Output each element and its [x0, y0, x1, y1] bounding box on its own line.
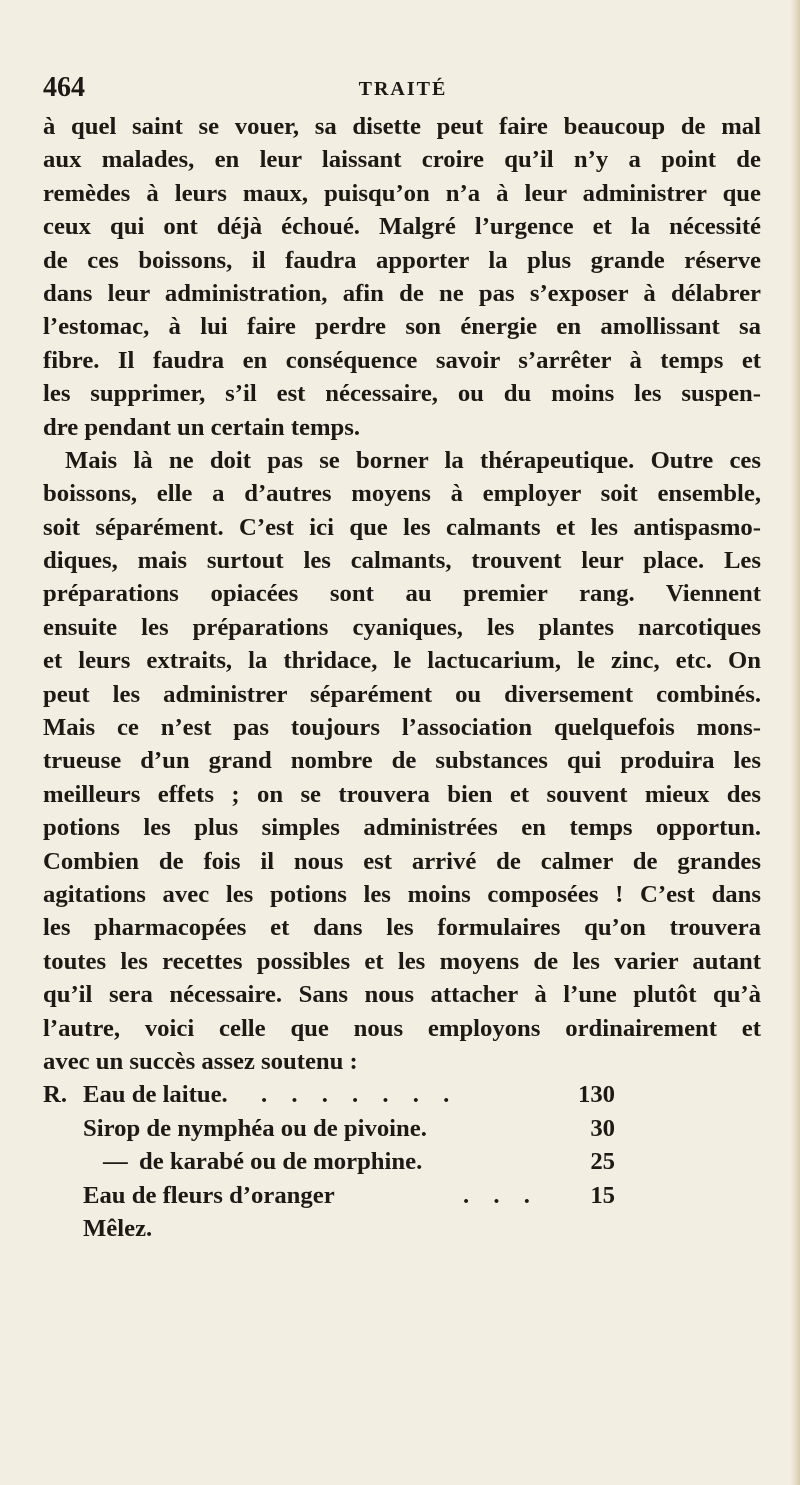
text-line: qu’il sera nécessaire. Sans nous attacher à l’une plutôt qu’à — [43, 981, 761, 1009]
prescription-row — [43, 1145, 761, 1178]
ingredient-quantity: 15 — [590, 1181, 615, 1209]
page-edge — [790, 0, 800, 1485]
text-line: l’autre, voici celle que nous employons ordinairement et — [43, 1014, 761, 1042]
page-number: 464 — [43, 72, 85, 103]
page-header — [43, 72, 763, 104]
text-line: Combien de fois il nous est arrivé de calmer de grandes — [43, 847, 761, 875]
text-line: ceux qui ont déjà échoué. Malgré l’urgence et la nécessité — [43, 213, 761, 241]
ingredient-quantity: 130 — [577, 1081, 615, 1109]
text-line: Mais ce n’est pas toujours l’association quelquefois mons- — [43, 714, 761, 742]
prescription — [43, 1078, 761, 1245]
text-line: aux malades, en leur laissant croire qu’il n’y a point de — [43, 146, 761, 174]
text-line: et leurs extraits, la thridace, le lactucarium, le zinc, etc. On — [43, 647, 761, 675]
text-line: trueuse d’un grand nombre de substances qui produira les — [43, 747, 761, 775]
text-line: dans leur administration, afin de ne pas s’exposer à délabrer — [43, 279, 761, 307]
prescription-row — [43, 1078, 761, 1111]
text-line: toutes les recettes possibles et les moyens de les varier autant — [43, 947, 761, 975]
text-line: potions les plus simples administrées en temps opportun. — [43, 814, 761, 842]
ingredient-quantity: 30 — [590, 1114, 615, 1142]
text-line: dre pendant un certain temps. — [43, 413, 361, 441]
text-line: remèdes à leurs maux, puisqu’on n’a à leur administrer que — [43, 179, 761, 207]
text-line: de ces boissons, il faudra apporter la plus grande réserve — [43, 246, 761, 274]
paragraph-1 — [43, 110, 761, 444]
body-text — [43, 110, 761, 1245]
text-line: boissons, elle a d’autres moyens à employer soit ensemble, — [43, 480, 761, 508]
ditto-dash: — — [103, 1148, 128, 1176]
text-line: l’estomac, à lui faire perdre son énergie en amollissant sa — [43, 313, 761, 341]
prescription-row — [43, 1179, 761, 1212]
ingredient-name: de karabé ou de morphine. — [139, 1148, 423, 1176]
paragraph-2 — [43, 444, 761, 1078]
text-line: agitations avec les potions les moins composées ! C’est dans — [43, 880, 761, 908]
text-line: meilleurs effets ; on se trouvera bien et souvent mieux des — [43, 780, 761, 808]
text-line: soit séparément. C’est ici que les calmants et les antispasmo- — [43, 513, 761, 541]
prescription-row — [43, 1212, 761, 1245]
prescription-closing: Mêlez. — [83, 1214, 153, 1242]
text-line: à quel saint se vouer, sa disette peut faire beaucoup de mal — [43, 113, 761, 140]
leader-dots: . . . — [463, 1181, 539, 1209]
text-line: peut les administrer séparément ou diversement combinés. — [43, 680, 761, 708]
prescription-row — [43, 1112, 761, 1145]
text-line: avec un succès assez soutenu : — [43, 1047, 358, 1075]
ingredient-name: Eau de laitue. — [83, 1081, 228, 1109]
leader-dots: . . . . . . . — [261, 1081, 459, 1109]
text-line: ensuite les préparations cyaniques, les plantes narcotiques — [43, 613, 761, 641]
ingredient-name: Eau de fleurs d’oranger — [83, 1181, 335, 1209]
text-line: diques, mais surtout les calmants, trouvent leur place. Les — [43, 547, 761, 575]
prescription-label: R. — [43, 1081, 68, 1109]
ingredient-quantity: 25 — [590, 1148, 615, 1176]
ingredient-name: Sirop de nymphéa ou de pivoine. — [83, 1114, 427, 1142]
text-line: les pharmacopées et dans les formulaires qu’on trouvera — [43, 914, 761, 942]
text-line: les supprimer, s’il est nécessaire, ou du moins les suspen- — [43, 380, 761, 408]
text-line: fibre. Il faudra en conséquence savoir s’arrêter à temps et — [43, 346, 761, 374]
text-line: Mais là ne doit pas se borner la thérapeutique. Outre ces — [65, 446, 761, 474]
running-title: TRAITÉ — [358, 78, 448, 100]
text-line: préparations opiacées sont au premier rang. Viennent — [43, 580, 761, 608]
